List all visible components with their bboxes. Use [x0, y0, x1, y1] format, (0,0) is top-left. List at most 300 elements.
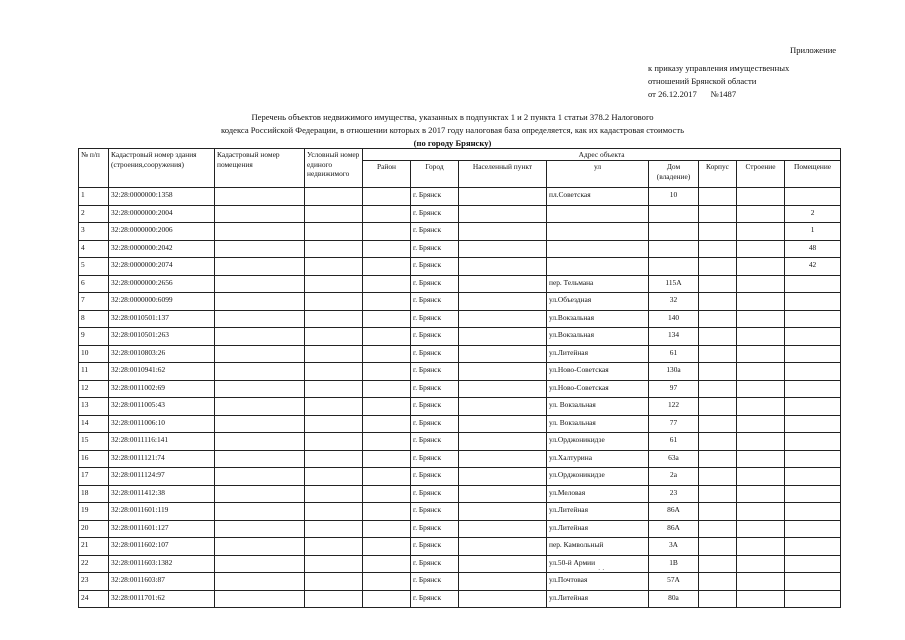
- building-cadastral-cell: 32:28:0011701:62: [109, 590, 215, 608]
- building-cadastral-cell: 32:28:0011412:38: [109, 485, 215, 503]
- stroenie-cell: [737, 485, 785, 503]
- settlement-cell: [459, 293, 547, 311]
- settlement-cell: [459, 205, 547, 223]
- house-cell: 97: [649, 380, 699, 398]
- row-number-cell: 12: [79, 380, 109, 398]
- pomeshchenie-cell: [785, 363, 841, 381]
- table-row: [79, 223, 841, 241]
- conditional-number-cell: [305, 520, 363, 538]
- city-cell: г. Брянск: [411, 240, 459, 258]
- settlement-cell: [459, 398, 547, 416]
- pomeshchenie-cell: [785, 468, 841, 486]
- district-cell: [363, 363, 411, 381]
- korpus-cell: [699, 398, 737, 416]
- house-cell: 32: [649, 293, 699, 311]
- city-cell: г. Брянск: [411, 468, 459, 486]
- table-row: [79, 503, 841, 521]
- pomeshchenie-cell: [785, 590, 841, 608]
- settlement-cell: [459, 590, 547, 608]
- city-cell: г. Брянск: [411, 485, 459, 503]
- room-cadastral-cell: [215, 258, 305, 276]
- city-cell: г. Брянск: [411, 293, 459, 311]
- conditional-number-cell: [305, 503, 363, 521]
- stroenie-cell: [737, 590, 785, 608]
- district-cell: [363, 433, 411, 451]
- building-cadastral-cell: 32:28:0010941:62: [109, 363, 215, 381]
- city-cell: г. Брянск: [411, 450, 459, 468]
- table-row: [79, 328, 841, 346]
- street-cell: [547, 205, 649, 223]
- street-cell: ул.Почтовая: [547, 573, 649, 591]
- table-row: [79, 240, 841, 258]
- conditional-number-cell: [305, 258, 363, 276]
- city-cell: г. Брянск: [411, 538, 459, 556]
- building-cadastral-cell: 32:28:0000000:2042: [109, 240, 215, 258]
- pomeshchenie-cell: 42: [785, 258, 841, 276]
- korpus-cell: [699, 503, 737, 521]
- street-cell: ул.Литейная: [547, 520, 649, 538]
- stroenie-cell: [737, 468, 785, 486]
- conditional-number-cell: [305, 573, 363, 591]
- city-cell: г. Брянск: [411, 520, 459, 538]
- street-cell: ул.Ново-Советская: [547, 380, 649, 398]
- row-number-cell: 20: [79, 520, 109, 538]
- settlement-cell: [459, 223, 547, 241]
- korpus-cell: [699, 485, 737, 503]
- row-number-cell: 9: [79, 328, 109, 346]
- pomeshchenie-cell: [785, 293, 841, 311]
- row-number-cell: 23: [79, 573, 109, 591]
- korpus-cell: [699, 520, 737, 538]
- district-cell: [363, 275, 411, 293]
- conditional-number-cell: [305, 188, 363, 206]
- conditional-number-cell: [305, 555, 363, 573]
- settlement-cell: [459, 468, 547, 486]
- row-number-cell: 13: [79, 398, 109, 416]
- street-cell: пер. Тельмана: [547, 275, 649, 293]
- city-cell: г. Брянск: [411, 380, 459, 398]
- settlement-cell: [459, 188, 547, 206]
- house-cell: 3А: [649, 538, 699, 556]
- row-number-cell: 19: [79, 503, 109, 521]
- stroenie-cell: [737, 188, 785, 206]
- city-cell: г. Брянск: [411, 555, 459, 573]
- korpus-cell: [699, 573, 737, 591]
- building-cadastral-cell: 32:28:0010501:137: [109, 310, 215, 328]
- table-row: [79, 293, 841, 311]
- building-cadastral-cell: 32:28:0011601:127: [109, 520, 215, 538]
- conditional-number-cell: [305, 223, 363, 241]
- korpus-cell: [699, 240, 737, 258]
- room-cadastral-cell: [215, 275, 305, 293]
- stroenie-cell: [737, 450, 785, 468]
- street-cell: ул.Орджоникидзе: [547, 433, 649, 451]
- korpus-cell: [699, 555, 737, 573]
- room-cadastral-cell: [215, 590, 305, 608]
- table-row: [79, 573, 841, 591]
- room-cadastral-cell: [215, 433, 305, 451]
- table-row: [79, 188, 841, 206]
- settlement-cell: [459, 538, 547, 556]
- settlement-cell: [459, 258, 547, 276]
- korpus-cell: [699, 380, 737, 398]
- city-cell: г. Брянск: [411, 188, 459, 206]
- district-cell: [363, 223, 411, 241]
- table-row: [79, 415, 841, 433]
- korpus-cell: [699, 258, 737, 276]
- table-row: [79, 363, 841, 381]
- row-number-cell: 14: [79, 415, 109, 433]
- stroenie-cell: [737, 573, 785, 591]
- house-cell: 115А: [649, 275, 699, 293]
- house-cell: 10: [649, 188, 699, 206]
- building-cadastral-cell: 32:28:0011124:97: [109, 468, 215, 486]
- row-number-cell: 10: [79, 345, 109, 363]
- korpus-cell: [699, 415, 737, 433]
- stroenie-cell: [737, 363, 785, 381]
- settlement-cell: [459, 503, 547, 521]
- table-row: [79, 205, 841, 223]
- district-cell: [363, 310, 411, 328]
- col-conditional-number-header: Условный номер единого недвижимого: [305, 149, 363, 188]
- row-number-cell: 11: [79, 363, 109, 381]
- street-cell: пер. Камвольный: [547, 538, 649, 556]
- city-cell: г. Брянск: [411, 258, 459, 276]
- district-cell: [363, 520, 411, 538]
- street-cell: ул.Вокзальная: [547, 310, 649, 328]
- pomeshchenie-cell: 48: [785, 240, 841, 258]
- table-row: [79, 555, 841, 573]
- table-row: [79, 380, 841, 398]
- order-date-line: [648, 88, 736, 101]
- stroenie-cell: [737, 258, 785, 276]
- room-cadastral-cell: [215, 485, 305, 503]
- street-cell: ул.Меловая: [547, 485, 649, 503]
- col-room-cadastral-header: Кадастровый номер помещения: [215, 149, 305, 188]
- conditional-number-cell: [305, 240, 363, 258]
- street-cell: ул.50-й Армии: [547, 555, 649, 573]
- pomeshchenie-cell: [785, 275, 841, 293]
- stroenie-cell: [737, 345, 785, 363]
- stroenie-cell: [737, 310, 785, 328]
- room-cadastral-cell: [215, 345, 305, 363]
- conditional-number-cell: [305, 363, 363, 381]
- stroenie-cell: [737, 275, 785, 293]
- district-cell: [363, 590, 411, 608]
- house-cell: 130а: [649, 363, 699, 381]
- col-settlement-header: Населенный пункт: [459, 161, 547, 188]
- col-num-header: № п/п: [79, 149, 109, 188]
- conditional-number-cell: [305, 485, 363, 503]
- house-cell: 80а: [649, 590, 699, 608]
- col-city-header: Город: [411, 161, 459, 188]
- house-cell: 86А: [649, 503, 699, 521]
- city-cell: г. Брянск: [411, 573, 459, 591]
- house-cell: 140: [649, 310, 699, 328]
- row-number-cell: 17: [79, 468, 109, 486]
- pomeshchenie-cell: [785, 433, 841, 451]
- city-cell: г. Брянск: [411, 433, 459, 451]
- stroenie-cell: [737, 293, 785, 311]
- col-district-header: Район: [363, 161, 411, 188]
- conditional-number-cell: [305, 415, 363, 433]
- row-number-cell: 16: [79, 450, 109, 468]
- building-cadastral-cell: 32:28:0000000:6099: [109, 293, 215, 311]
- col-house-header: Дом (владение): [649, 161, 699, 188]
- conditional-number-cell: [305, 538, 363, 556]
- building-cadastral-cell: 32:28:0010803:26: [109, 345, 215, 363]
- korpus-cell: [699, 205, 737, 223]
- street-cell: пл.Советская: [547, 188, 649, 206]
- order-line-1: к приказу управления имущественных: [648, 63, 790, 73]
- room-cadastral-cell: [215, 380, 305, 398]
- district-cell: [363, 240, 411, 258]
- room-cadastral-cell: [215, 415, 305, 433]
- city-cell: г. Брянск: [411, 205, 459, 223]
- district-cell: [363, 468, 411, 486]
- room-cadastral-cell: [215, 468, 305, 486]
- pomeshchenie-cell: [785, 310, 841, 328]
- house-cell: [649, 205, 699, 223]
- house-cell: 122: [649, 398, 699, 416]
- stroenie-cell: [737, 415, 785, 433]
- room-cadastral-cell: [215, 450, 305, 468]
- district-cell: [363, 398, 411, 416]
- conditional-number-cell: [305, 275, 363, 293]
- building-cadastral-cell: 32:28:0011002:69: [109, 380, 215, 398]
- pomeshchenie-cell: [785, 485, 841, 503]
- settlement-cell: [459, 520, 547, 538]
- korpus-cell: [699, 345, 737, 363]
- room-cadastral-cell: [215, 503, 305, 521]
- building-cadastral-cell: 32:28:0011603:87: [109, 573, 215, 591]
- street-cell: ул.Орджоникидзе: [547, 468, 649, 486]
- row-number-cell: 15: [79, 433, 109, 451]
- district-cell: [363, 538, 411, 556]
- korpus-cell: [699, 223, 737, 241]
- house-cell: 77: [649, 415, 699, 433]
- pomeshchenie-cell: [785, 415, 841, 433]
- conditional-number-cell: [305, 398, 363, 416]
- street-cell: [547, 258, 649, 276]
- col-korpus-header: Корпус: [699, 161, 737, 188]
- row-number-cell: 4: [79, 240, 109, 258]
- row-number-cell: 5: [79, 258, 109, 276]
- settlement-cell: [459, 328, 547, 346]
- korpus-cell: [699, 293, 737, 311]
- building-cadastral-cell: 32:28:0011116:141: [109, 433, 215, 451]
- district-cell: [363, 555, 411, 573]
- city-cell: г. Брянск: [411, 345, 459, 363]
- city-cell: г. Брянск: [411, 275, 459, 293]
- pomeshchenie-cell: [785, 573, 841, 591]
- korpus-cell: [699, 450, 737, 468]
- settlement-cell: [459, 275, 547, 293]
- room-cadastral-cell: [215, 205, 305, 223]
- street-cell: ул.Литейная: [547, 503, 649, 521]
- house-cell: [649, 258, 699, 276]
- table-row: [79, 258, 841, 276]
- pomeshchenie-cell: [785, 328, 841, 346]
- street-cell: ул.Объездная: [547, 293, 649, 311]
- document-title-line-1: Перечень объектов недвижимого имущества, указанных в подпунктах 1 и 2 пункта 1 статьи 378.2 Налогового: [251, 112, 654, 122]
- building-cadastral-cell: 32:28:0011121:74: [109, 450, 215, 468]
- conditional-number-cell: [305, 433, 363, 451]
- document-title-line-2: кодекса Российской Федерации, в отношении которых в 2017 году налоговая база определяется, как их кадастровая стоимость: [220, 125, 685, 135]
- building-cadastral-cell: 32:28:0000000:2074: [109, 258, 215, 276]
- table-row: [79, 310, 841, 328]
- order-number: №1487: [710, 89, 737, 99]
- col-pomeshchenie-header: Помещение: [785, 161, 841, 188]
- document-title-line-3: (по городу Брянску): [413, 138, 492, 148]
- district-cell: [363, 328, 411, 346]
- settlement-cell: [459, 380, 547, 398]
- settlement-cell: [459, 555, 547, 573]
- house-cell: 63а: [649, 450, 699, 468]
- room-cadastral-cell: [215, 310, 305, 328]
- row-number-cell: 18: [79, 485, 109, 503]
- street-cell: ул. Вокзальная: [547, 415, 649, 433]
- stroenie-cell: [737, 328, 785, 346]
- row-number-cell: 22: [79, 555, 109, 573]
- district-cell: [363, 188, 411, 206]
- house-cell: [649, 240, 699, 258]
- room-cadastral-cell: [215, 520, 305, 538]
- stroenie-cell: [737, 398, 785, 416]
- conditional-number-cell: [305, 450, 363, 468]
- order-line-2: отношений Брянской области: [648, 76, 757, 86]
- city-cell: г. Брянск: [411, 310, 459, 328]
- settlement-cell: [459, 345, 547, 363]
- table-row: [79, 345, 841, 363]
- settlement-cell: [459, 573, 547, 591]
- stroenie-cell: [737, 205, 785, 223]
- pomeshchenie-cell: [785, 450, 841, 468]
- table-row: [79, 398, 841, 416]
- korpus-cell: [699, 188, 737, 206]
- street-cell: ул.Вокзальная: [547, 328, 649, 346]
- district-cell: [363, 205, 411, 223]
- house-cell: 57А: [649, 573, 699, 591]
- settlement-cell: [459, 240, 547, 258]
- stroenie-cell: [737, 555, 785, 573]
- conditional-number-cell: [305, 468, 363, 486]
- row-number-cell: 6: [79, 275, 109, 293]
- stroenie-cell: [737, 380, 785, 398]
- korpus-cell: [699, 433, 737, 451]
- korpus-cell: [699, 363, 737, 381]
- district-cell: [363, 415, 411, 433]
- table-row: [79, 450, 841, 468]
- house-cell: 61: [649, 433, 699, 451]
- pomeshchenie-cell: [785, 538, 841, 556]
- table-row: [79, 485, 841, 503]
- property-table: [78, 148, 841, 608]
- city-cell: г. Брянск: [411, 503, 459, 521]
- pomeshchenie-cell: [785, 345, 841, 363]
- table-row: [79, 590, 841, 608]
- table-row: [79, 275, 841, 293]
- building-cadastral-cell: 32:28:0000000:1358: [109, 188, 215, 206]
- col-street-header: ул: [547, 161, 649, 188]
- district-cell: [363, 345, 411, 363]
- row-number-cell: 21: [79, 538, 109, 556]
- street-cell: ул.Литейная: [547, 590, 649, 608]
- table-row: [79, 538, 841, 556]
- building-cadastral-cell: 32:28:0000000:2006: [109, 223, 215, 241]
- settlement-cell: [459, 415, 547, 433]
- conditional-number-cell: [305, 380, 363, 398]
- city-cell: г. Брянск: [411, 223, 459, 241]
- appendix-label: Приложение: [790, 45, 837, 55]
- col-building-cadastral-header: Кадастровый номер здания (строения,сооружения): [109, 149, 215, 188]
- korpus-cell: [699, 538, 737, 556]
- street-cell: ул. Вокзальная: [547, 398, 649, 416]
- house-cell: 23: [649, 485, 699, 503]
- room-cadastral-cell: [215, 363, 305, 381]
- order-date: от 26.12.2017: [648, 89, 697, 99]
- settlement-cell: [459, 485, 547, 503]
- stroenie-cell: [737, 520, 785, 538]
- room-cadastral-cell: [215, 555, 305, 573]
- room-cadastral-cell: [215, 328, 305, 346]
- conditional-number-cell: [305, 590, 363, 608]
- building-cadastral-cell: 32:28:0010501:263: [109, 328, 215, 346]
- pomeshchenie-cell: [785, 380, 841, 398]
- row-number-cell: 2: [79, 205, 109, 223]
- pomeshchenie-cell: [785, 555, 841, 573]
- district-cell: [363, 573, 411, 591]
- room-cadastral-cell: [215, 223, 305, 241]
- district-cell: [363, 293, 411, 311]
- city-cell: г. Брянск: [411, 398, 459, 416]
- korpus-cell: [699, 328, 737, 346]
- building-cadastral-cell: 32:28:0011005:43: [109, 398, 215, 416]
- building-cadastral-cell: 32:28:0011603:1382: [109, 555, 215, 573]
- room-cadastral-cell: [215, 398, 305, 416]
- scan-mark: · ·: [598, 566, 605, 574]
- street-cell: [547, 223, 649, 241]
- stroenie-cell: [737, 538, 785, 556]
- city-cell: г. Брянск: [411, 590, 459, 608]
- city-cell: г. Брянск: [411, 363, 459, 381]
- korpus-cell: [699, 590, 737, 608]
- house-cell: 134: [649, 328, 699, 346]
- conditional-number-cell: [305, 310, 363, 328]
- building-cadastral-cell: 32:28:0011601:119: [109, 503, 215, 521]
- district-cell: [363, 503, 411, 521]
- stroenie-cell: [737, 433, 785, 451]
- conditional-number-cell: [305, 293, 363, 311]
- district-cell: [363, 258, 411, 276]
- pomeshchenie-cell: [785, 503, 841, 521]
- room-cadastral-cell: [215, 240, 305, 258]
- house-cell: 86А: [649, 520, 699, 538]
- pomeshchenie-cell: [785, 398, 841, 416]
- row-number-cell: 24: [79, 590, 109, 608]
- building-cadastral-cell: 32:28:0011602:107: [109, 538, 215, 556]
- pomeshchenie-cell: 2: [785, 205, 841, 223]
- row-number-cell: 3: [79, 223, 109, 241]
- col-stroenie-header: Строение: [737, 161, 785, 188]
- house-cell: 1В: [649, 555, 699, 573]
- stroenie-cell: [737, 223, 785, 241]
- house-cell: 61: [649, 345, 699, 363]
- pomeshchenie-cell: [785, 520, 841, 538]
- settlement-cell: [459, 363, 547, 381]
- street-cell: ул.Ново-Советская: [547, 363, 649, 381]
- house-cell: [649, 223, 699, 241]
